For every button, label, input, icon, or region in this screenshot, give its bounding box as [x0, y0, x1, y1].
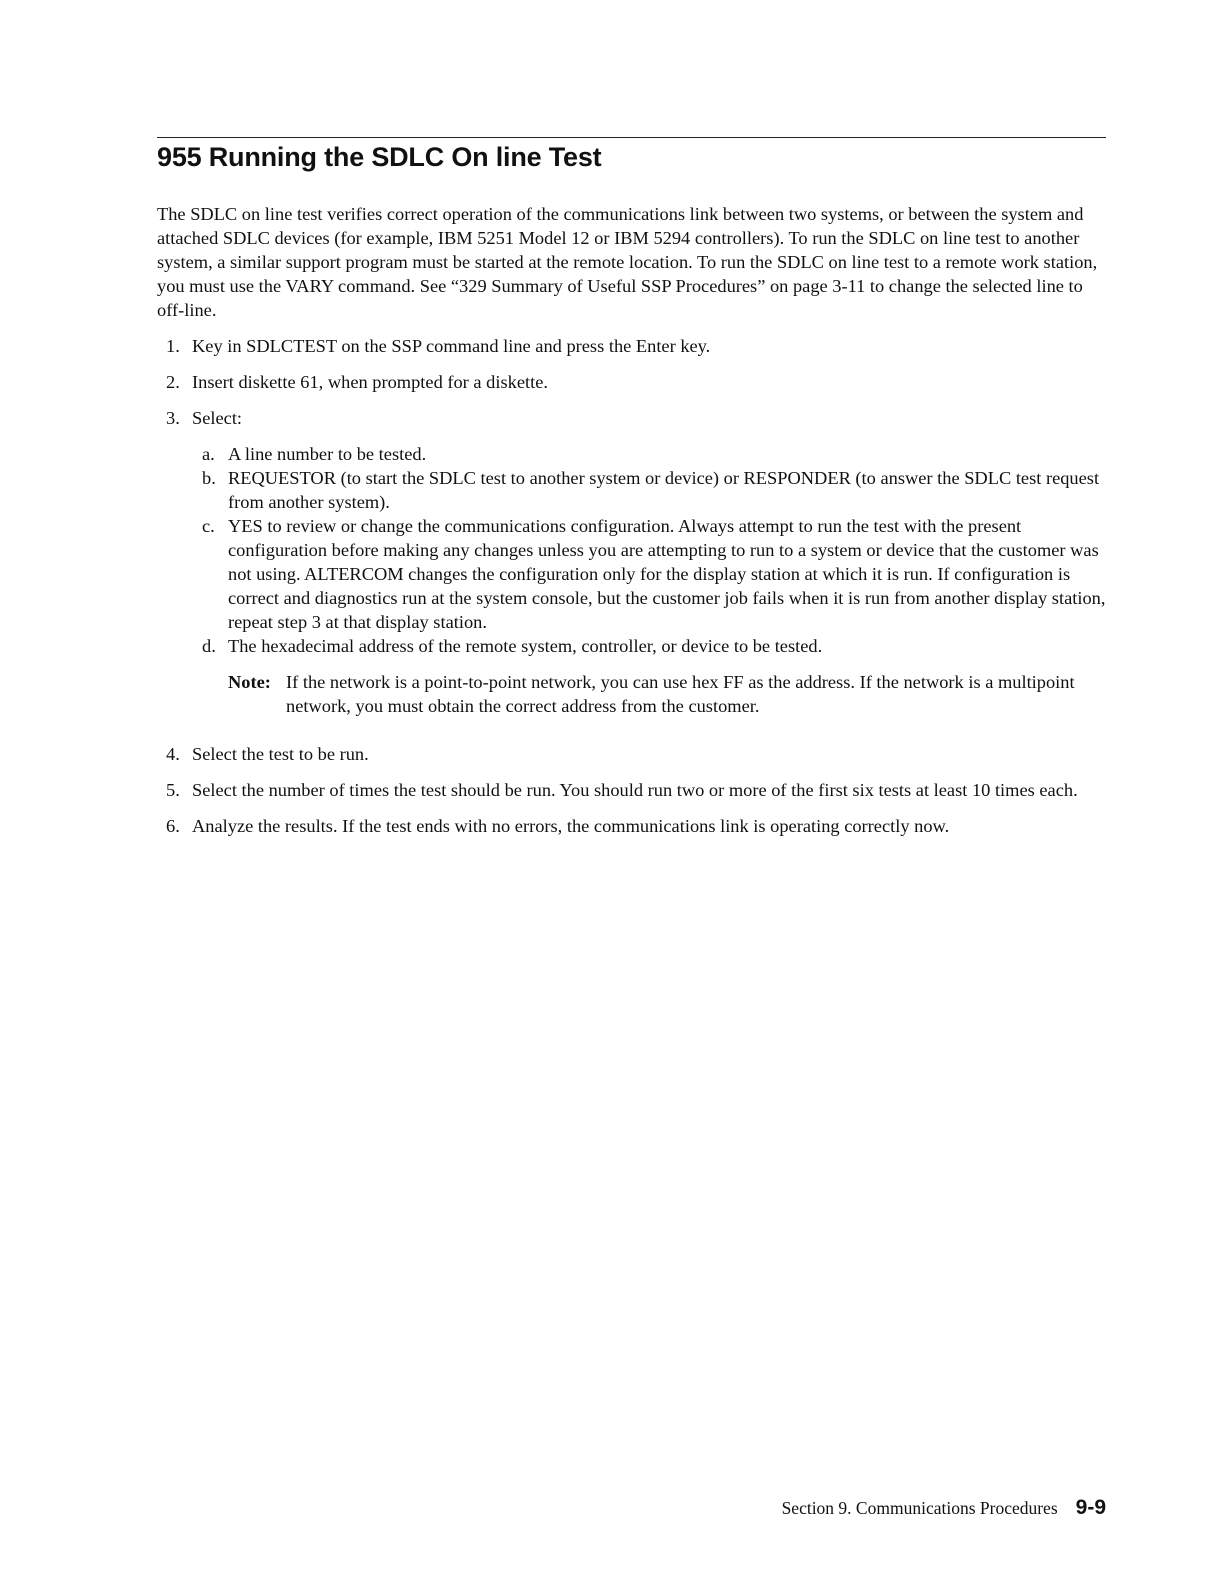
step-5: [157, 778, 1109, 802]
step-3: [157, 406, 1109, 718]
step-4: [157, 742, 1109, 766]
page-footer: [782, 1496, 1106, 1520]
substep-c: [193, 514, 1109, 634]
step-1: [157, 334, 1109, 358]
step-number: 6.: [166, 816, 180, 836]
substep-b: [193, 466, 1109, 514]
substep-letter: a.: [202, 444, 215, 464]
substep-a: [193, 442, 1109, 466]
substep-letter: d.: [202, 636, 216, 656]
page-number: 9-9: [1075, 1496, 1106, 1519]
body-text: [157, 202, 1109, 838]
step-number: 4.: [166, 744, 180, 764]
footer-section-title: Section 9. Communications Procedures: [781, 1498, 1058, 1518]
substep-list: [192, 442, 1109, 718]
substep-text: A line number to be tested.: [228, 444, 427, 464]
step-number: 3.: [166, 408, 180, 428]
substep-text: The hexadecimal address of the remote system, controller, or device to be tested.: [228, 636, 823, 656]
note-text: If the network is a point-to-point network, you can use hex FF as the address. If the network is a multipoint network, you must obtain the correct address from the customer.: [286, 672, 1075, 716]
intro-paragraph: The SDLC on line test verifies correct operation of the communications link between two systems, or between the system and attached SDLC devices (for example, IBM 5251 Model 12 or IBM 5294 controllers). To run the SDLC on line test to another system, a similar support program must be started at the remote location. To run the SDLC on line test to a remote work station, you must use the VARY command. See “329 Summary of Useful SSP Procedures” on page 3-11 to change the selected line to off-line.: [157, 204, 1098, 320]
step-text: Insert diskette 61, when prompted for a diskette.: [192, 372, 548, 392]
substep-letter: c.: [202, 516, 215, 536]
substep-text: YES to review or change the communications configuration. Always attempt to run the test with the present configuration before making any changes unless you are attempting to run to a system or device that the customer was not using. ALTERCOM changes the configuration only for the display station at which it is run. If configuration is correct and diagnostics run at the system console, but the customer job fails when it is run from another display station, repeat step 3 at that display station.: [228, 516, 1106, 632]
heading-rule: [157, 137, 1106, 138]
step-text: Select:: [192, 408, 243, 428]
step-number: 1.: [166, 336, 180, 356]
step-2: [157, 370, 1109, 394]
substep-letter: b.: [202, 468, 216, 488]
step-6: [157, 814, 1109, 838]
note: [228, 670, 1109, 718]
note-label: Note:: [228, 672, 271, 692]
substep-d: [193, 634, 1109, 658]
step-number: 5.: [166, 780, 180, 800]
step-text: Analyze the results. If the test ends with no errors, the communications link is operating correctly now.: [192, 816, 950, 836]
step-text: Select the number of times the test should be run. You should run two or more of the first six tests at least 10 times each.: [192, 780, 1078, 800]
page-title: 955 Running the SDLC On line Test: [157, 142, 602, 172]
substep-text: REQUESTOR (to start the SDLC test to another system or device) or RESPONDER (to answer the SDLC test request from another system).: [228, 468, 1100, 512]
step-text: Select the test to be run.: [192, 744, 369, 764]
step-text: Key in SDLCTEST on the SSP command line and press the Enter key.: [192, 336, 711, 356]
step-number: 2.: [166, 372, 180, 392]
